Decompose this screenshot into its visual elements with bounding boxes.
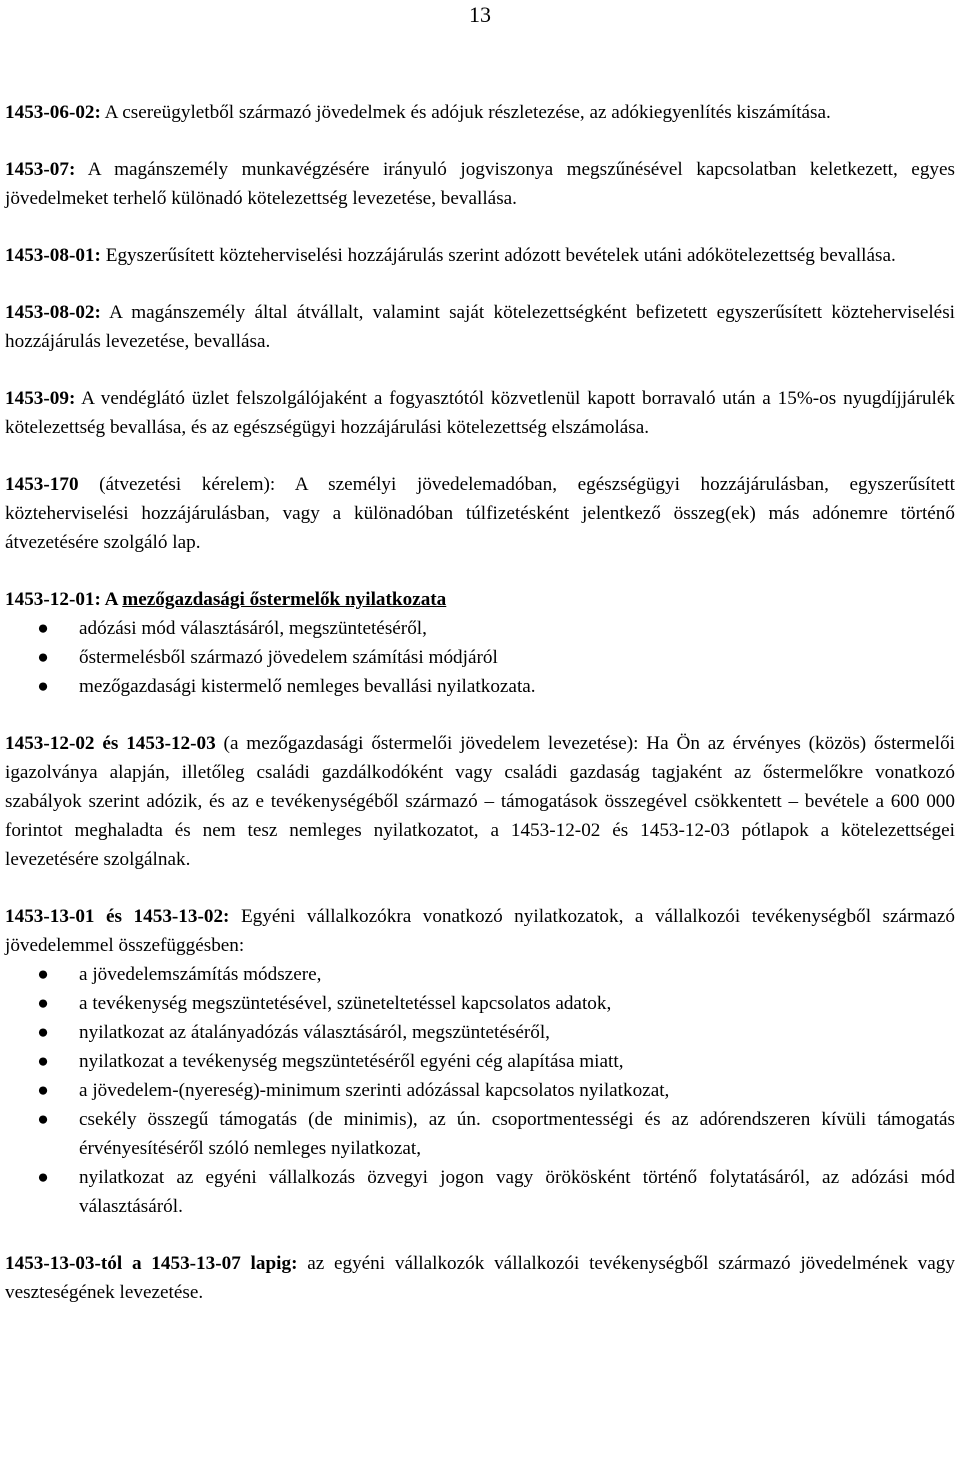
list-item bbox=[5, 1047, 955, 1076]
paragraph-1453-08-01 bbox=[5, 241, 955, 270]
form-code: 1453-13-01 bbox=[5, 906, 95, 927]
paragraph-text: Egyéni vállalkozókra vonatkozó nyilatkozatok, a vállalkozói tevékenységből származó jövedelemmel összefüggésben: bbox=[5, 906, 955, 956]
list-item bbox=[5, 614, 955, 643]
paragraph-text: A vendéglátó üzlet felszolgálójaként a fogyasztótól közvetlenül kapott borravaló után a 15%-os nyugdíjjárulék kötelezettség bevallása, és az egészségügyi hozzájárulási kötelezettség elszámolása. bbox=[5, 388, 955, 438]
bullet-icon: ● bbox=[37, 1051, 49, 1072]
paragraph-1453-170 bbox=[5, 470, 955, 557]
list-item bbox=[5, 960, 955, 989]
paragraph-1453-09 bbox=[5, 384, 955, 442]
paragraph-text: A magánszemély által átvállalt, valamint saját kötelezettségként befizetett egyszerűsített közteherviselési hozzájárulás levezetése, bevallása. bbox=[5, 302, 955, 352]
paragraph-1453-12-01 bbox=[5, 585, 955, 614]
bullet-icon: ● bbox=[37, 618, 49, 639]
paragraph-text: A magánszemély munkavégzésére irányuló jogviszonya megszűnésével kapcsolatban keletkezett, egyes jövedelmeket terhelő különadó kötelezettség levezetése, bevallása. bbox=[5, 159, 955, 209]
page-number: 13 bbox=[469, 2, 491, 27]
bullet-icon: ● bbox=[37, 964, 49, 985]
list-item bbox=[5, 1105, 955, 1163]
bullet-icon: ● bbox=[37, 1167, 49, 1188]
paragraph-1453-13-01 bbox=[5, 902, 955, 960]
list-item bbox=[5, 1163, 955, 1221]
document-body bbox=[5, 98, 955, 1335]
paragraph-1453-12-02 bbox=[5, 729, 955, 874]
form-code: 1453-13-03-tól a 1453-13-07 lapig: bbox=[5, 1253, 298, 1274]
form-code: 1453-08-02: bbox=[5, 302, 101, 323]
list-item bbox=[5, 1018, 955, 1047]
conjunction: és bbox=[94, 733, 127, 754]
list-item bbox=[5, 643, 955, 672]
paragraph-text: Egyszerűsített közteherviselési hozzájárulás szerint adózott bevételek utáni adókötelezettség bevallása. bbox=[100, 245, 896, 266]
paragraph-text: (a mezőgazdasági őstermelői jövedelem levezetése): Ha Ön az érvényes (közös) őstermelői igazolványa alapján, illetőleg családi gazdálkodóként vagy családi gazdaság tagjaként az őstermelőkre vonatkozó szabályok szerint adózik, és az e tevékenységéből származó – támogatások összegével csökkentett – bevétele a 600 000 forintot meghaladta és nem tesz nemleges nyilatkozatot, a 1453-12-02 és 1453-12-03 pótlapok a kötelezettségei levezetésére szolgálnak. bbox=[5, 733, 956, 870]
paragraph-1453-08-02 bbox=[5, 298, 955, 356]
form-code: 1453-08-01: bbox=[5, 245, 101, 266]
list-item-text: nyilatkozat az egyéni vállalkozás özvegyi jogon vagy örökösként történő folytatásáról, az adózási mód választásáról. bbox=[79, 1167, 955, 1217]
list-item-text: nyilatkozat az átalányadózás választásáról, megszüntetéséről, bbox=[79, 1022, 550, 1043]
paragraph-1453-07 bbox=[5, 155, 955, 213]
list-item-text: őstermelésből származó jövedelem számítási módjáról bbox=[79, 647, 498, 668]
conjunction: és bbox=[94, 906, 134, 927]
form-code: 1453-12-01: bbox=[5, 589, 101, 610]
list-item-text: mezőgazdasági kistermelő nemleges bevallási nyilatkozata. bbox=[79, 676, 536, 697]
form-code: 1453-13-02: bbox=[133, 906, 230, 927]
list-item-text: a jövedelem-(nyereség)-minimum szerinti adózással kapcsolatos nyilatkozat, bbox=[79, 1080, 670, 1101]
bullet-list-1453-13 bbox=[5, 960, 955, 1221]
form-code: 1453-09: bbox=[5, 388, 76, 409]
bullet-icon: ● bbox=[37, 1080, 49, 1101]
paragraph-1453-06-02 bbox=[5, 98, 955, 127]
bullet-icon: ● bbox=[37, 1022, 49, 1043]
list-item bbox=[5, 989, 955, 1018]
section-title: mezőgazdasági őstermelők nyilatkozata bbox=[122, 589, 447, 610]
bullet-list-1453-12-01 bbox=[5, 614, 955, 701]
paragraph-text: az egyéni vállalkozók vállalkozói tevékenységből származó jövedelmének vagy veszteségének levezetése. bbox=[5, 1253, 955, 1303]
list-item-text: a tevékenység megszüntetésével, szüneteltetéssel kapcsolatos adatok, bbox=[79, 993, 612, 1014]
form-code: 1453-170 bbox=[5, 474, 79, 495]
section-title-prefix: A bbox=[100, 589, 123, 610]
form-code: 1453-12-02 bbox=[5, 733, 95, 754]
list-item-text: a jövedelemszámítás módszere, bbox=[79, 964, 322, 985]
list-item bbox=[5, 1076, 955, 1105]
paragraph-1453-13-03 bbox=[5, 1249, 955, 1307]
bullet-icon: ● bbox=[37, 676, 49, 697]
paragraph-text: A csereügyletből származó jövedelmek és adójuk részletezése, az adókiegyenlítés kiszámítása. bbox=[100, 102, 831, 123]
bullet-icon: ● bbox=[37, 993, 49, 1014]
list-item-text: adózási mód választásáról, megszüntetéséről, bbox=[79, 618, 427, 639]
bullet-icon: ● bbox=[37, 647, 49, 668]
form-code: 1453-07: bbox=[5, 159, 76, 180]
paragraph-text: (átvezetési kérelem): A személyi jövedelemadóban, egészségügyi hozzájárulásban, egyszerűsített közteherviselési hozzájárulásban, vagy a különadóban túlfizetésként jelentkező összeg(ek) más adónemre történő átvezetésére szolgáló lap. bbox=[5, 474, 955, 553]
form-code: 1453-12-03 bbox=[126, 733, 216, 754]
list-item-text: nyilatkozat a tevékenység megszüntetéséről egyéni cég alapítása miatt, bbox=[79, 1051, 624, 1072]
list-item-text: csekély összegű támogatás (de minimis), az ún. csoportmentességi és az adórendszeren kívüli támogatás érvényesítéséről szóló nemleges nyilatkozat, bbox=[79, 1109, 955, 1159]
bullet-icon: ● bbox=[37, 1109, 49, 1130]
list-item bbox=[5, 672, 955, 701]
form-code: 1453-06-02: bbox=[5, 102, 101, 123]
